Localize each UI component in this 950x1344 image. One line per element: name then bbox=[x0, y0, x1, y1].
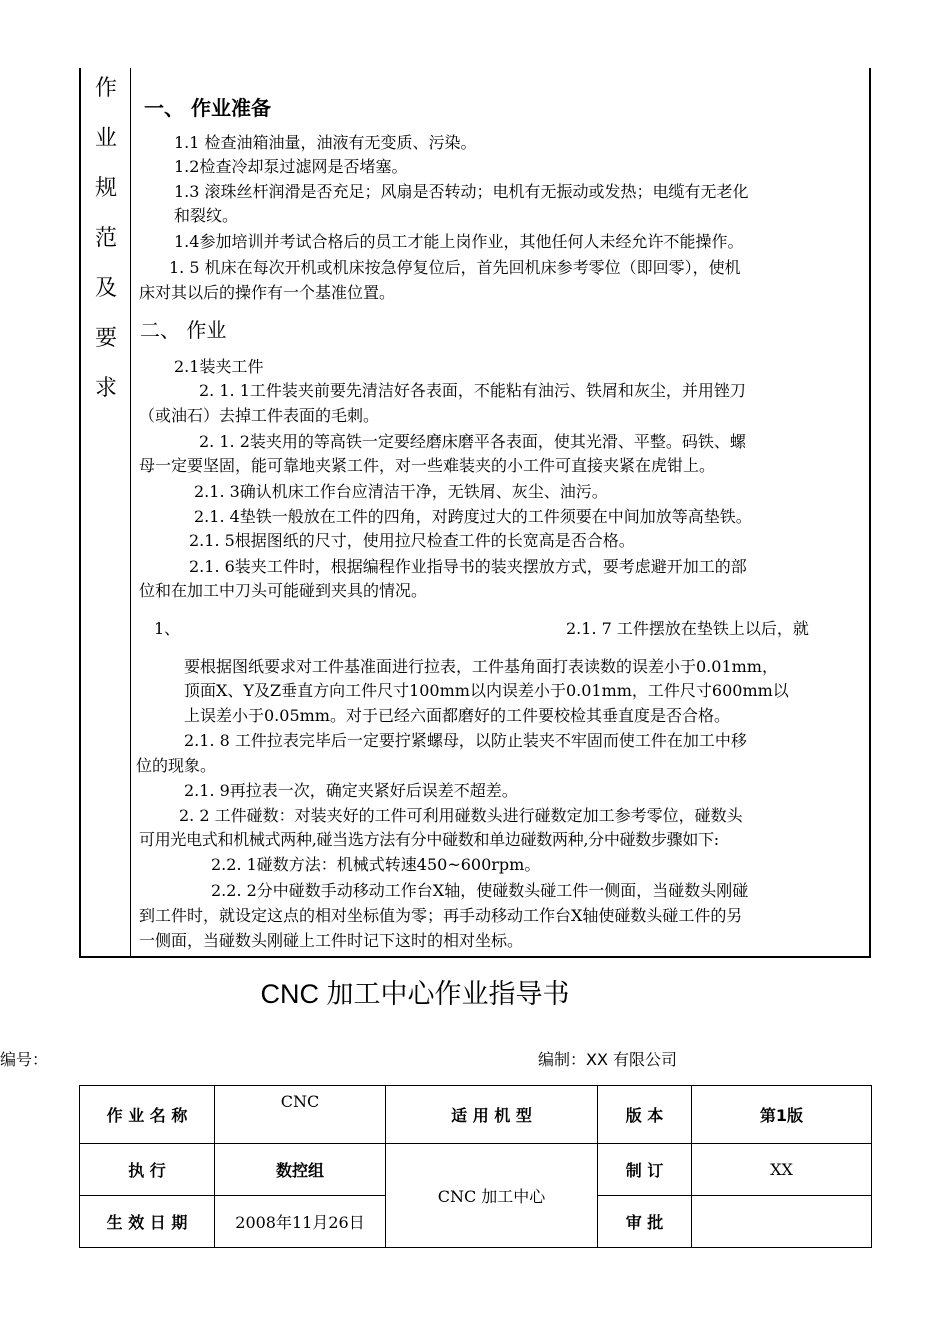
revise-label: 制 订 bbox=[598, 1144, 692, 1196]
table-row bbox=[80, 1086, 872, 1144]
work-name-label: 作 业 名 称 bbox=[80, 1086, 215, 1144]
side-char: 求 bbox=[94, 376, 117, 401]
work-line: 2.1. 4垫铁一般放在工件的四角，对跨度过大的工件须要在中间加放等高垫铁。 bbox=[194, 507, 752, 526]
info-table bbox=[79, 1085, 872, 1248]
prep-line: 1.1 检查油箱油量，油液有无变质、污染。 bbox=[174, 133, 477, 152]
work-line: 2.1. 7 工件摆放在垫铁上以后，就 bbox=[566, 619, 809, 638]
side-char: 作 bbox=[94, 76, 117, 101]
execute-label: 执 行 bbox=[80, 1144, 215, 1196]
machine-model-value: CNC 加工中心 bbox=[386, 1144, 598, 1248]
work-line: 位的现象。 bbox=[136, 756, 217, 775]
work-line: 一侧面，当碰数头刚碰上工件时记下这时的相对坐标。 bbox=[139, 931, 524, 950]
work-line: 可用光电式和机械式两种,碰当选方法有分中碰数和单边碰数两种,分中碰数步骤如下: bbox=[139, 830, 719, 849]
prep-line: 1.3 滚珠丝杆润滑是否充足；风扇是否转动；电机有无振动或发热；电缆有无老化 bbox=[174, 182, 749, 201]
prep-line: 1. 5 机床在每次开机或机床按急停复位后，首先回机床参考零位（即回零），使机 bbox=[169, 258, 741, 277]
work-line: 上误差小于0.05mm。对于已经六面都磨好的工件要校检其垂直度是否合格。 bbox=[184, 706, 730, 725]
machine-model-label: 适 用 机 型 bbox=[386, 1086, 598, 1144]
prep-line: 1.4参加培训并考试合格后的员工才能上岗作业，其他任何人未经允许不能操作。 bbox=[174, 232, 744, 251]
work-line: 2.1. 6装夹工件时，根据编程作业指导书的装夹摆放方式，要考虑避开加工的部 bbox=[189, 557, 747, 576]
table-row bbox=[80, 1144, 872, 1196]
compiler-label: 编制：XX 有限公司 bbox=[538, 1050, 678, 1069]
work-line: 2.1装夹工件 bbox=[174, 357, 264, 376]
work-line: 2.1. 8 工件拉表完毕后一定要拧紧螺母，以防止装夹不牢固而使工件在加工中移 bbox=[184, 731, 747, 750]
side-char: 范 bbox=[94, 226, 117, 251]
work-line: 2. 2 工件碰数：对装夹好的工件可利用碰数头进行碰数定加工参考零位，碰数头 bbox=[179, 806, 743, 825]
work-line: 要根据图纸要求对工件基准面进行拉表，工件基角面打表读数的误差小于0.01mm， bbox=[184, 657, 778, 676]
work-line: （或油石）去掉工件表面的毛刺。 bbox=[139, 406, 380, 425]
approve-label: 审 批 bbox=[598, 1196, 692, 1248]
section-side-label bbox=[84, 72, 128, 422]
execute-value: 数控组 bbox=[215, 1144, 386, 1196]
work-line: 2. 1. 2装夹用的等高铁一定要经磨床磨平各表面，使其光滑、平整。码铁、螺 bbox=[199, 432, 746, 451]
list-number: 1、 bbox=[154, 619, 181, 638]
work-name-value: CNC bbox=[215, 1086, 386, 1144]
work-line: 到工件时，就设定这点的相对坐标值为零；再手动移动工作台X轴使碰数头碰工件的另 bbox=[139, 906, 743, 925]
work-line: 2.2. 2分中碰数手动移动工作台X轴，使碰数头碰工件一侧面，当碰数头刚碰 bbox=[211, 881, 749, 900]
prep-line: 和裂纹。 bbox=[174, 206, 239, 225]
work-line: 2.1. 5根据图纸的尺寸，使用拉尺检查工件的长宽高是否合格。 bbox=[189, 531, 635, 550]
effective-date-value: 2008年11月26日 bbox=[215, 1196, 386, 1248]
heading-preparation: 一、 作业准备 bbox=[144, 96, 271, 120]
effective-date-label: 生 效 日 期 bbox=[80, 1196, 215, 1248]
column-divider bbox=[130, 68, 131, 958]
work-line: 2.1. 3确认机床工作台应清洁干净，无铁屑、灰尘、油污。 bbox=[194, 482, 608, 501]
side-char: 业 bbox=[94, 126, 117, 151]
prep-line: 1.2检查冷却泵过滤网是否堵塞。 bbox=[174, 157, 408, 176]
side-char: 规 bbox=[94, 176, 117, 201]
work-line: 位和在加工中刀头可能碰到夹具的情况。 bbox=[139, 581, 428, 600]
version-value: 第1版 bbox=[692, 1086, 872, 1144]
prep-line: 床对其以后的操作有一个基准位置。 bbox=[139, 283, 396, 302]
revise-value: XX bbox=[692, 1144, 872, 1196]
document-title: CNC 加工中心作业指导书 bbox=[260, 979, 570, 1009]
work-line: 顶面X、Y及Z垂直方向工件尺寸100mm以内误差小于0.01mm，工件尺寸600mm以 bbox=[184, 681, 789, 700]
side-char: 要 bbox=[94, 326, 117, 351]
approve-value bbox=[692, 1196, 872, 1248]
side-char: 及 bbox=[94, 276, 117, 301]
work-line: 2. 1. 1工件装夹前要先清洁好各表面，不能粘有油污、铁屑和灰尘，并用锉刀 bbox=[199, 381, 746, 400]
work-line: 2.2. 1碰数方法：机械式转速450~600rpm。 bbox=[211, 855, 541, 874]
work-line: 母一定要坚固，能可靠地夹紧工件，对一些难装夹的小工件可直接夹紧在虎钳上。 bbox=[139, 456, 716, 475]
work-line: 2.1. 9再拉表一次，确定夹紧好后误差不超差。 bbox=[184, 781, 518, 800]
document-number-label: 编号： bbox=[0, 1050, 49, 1069]
heading-work: 二、 作业 bbox=[140, 318, 227, 342]
version-label: 版 本 bbox=[598, 1086, 692, 1144]
